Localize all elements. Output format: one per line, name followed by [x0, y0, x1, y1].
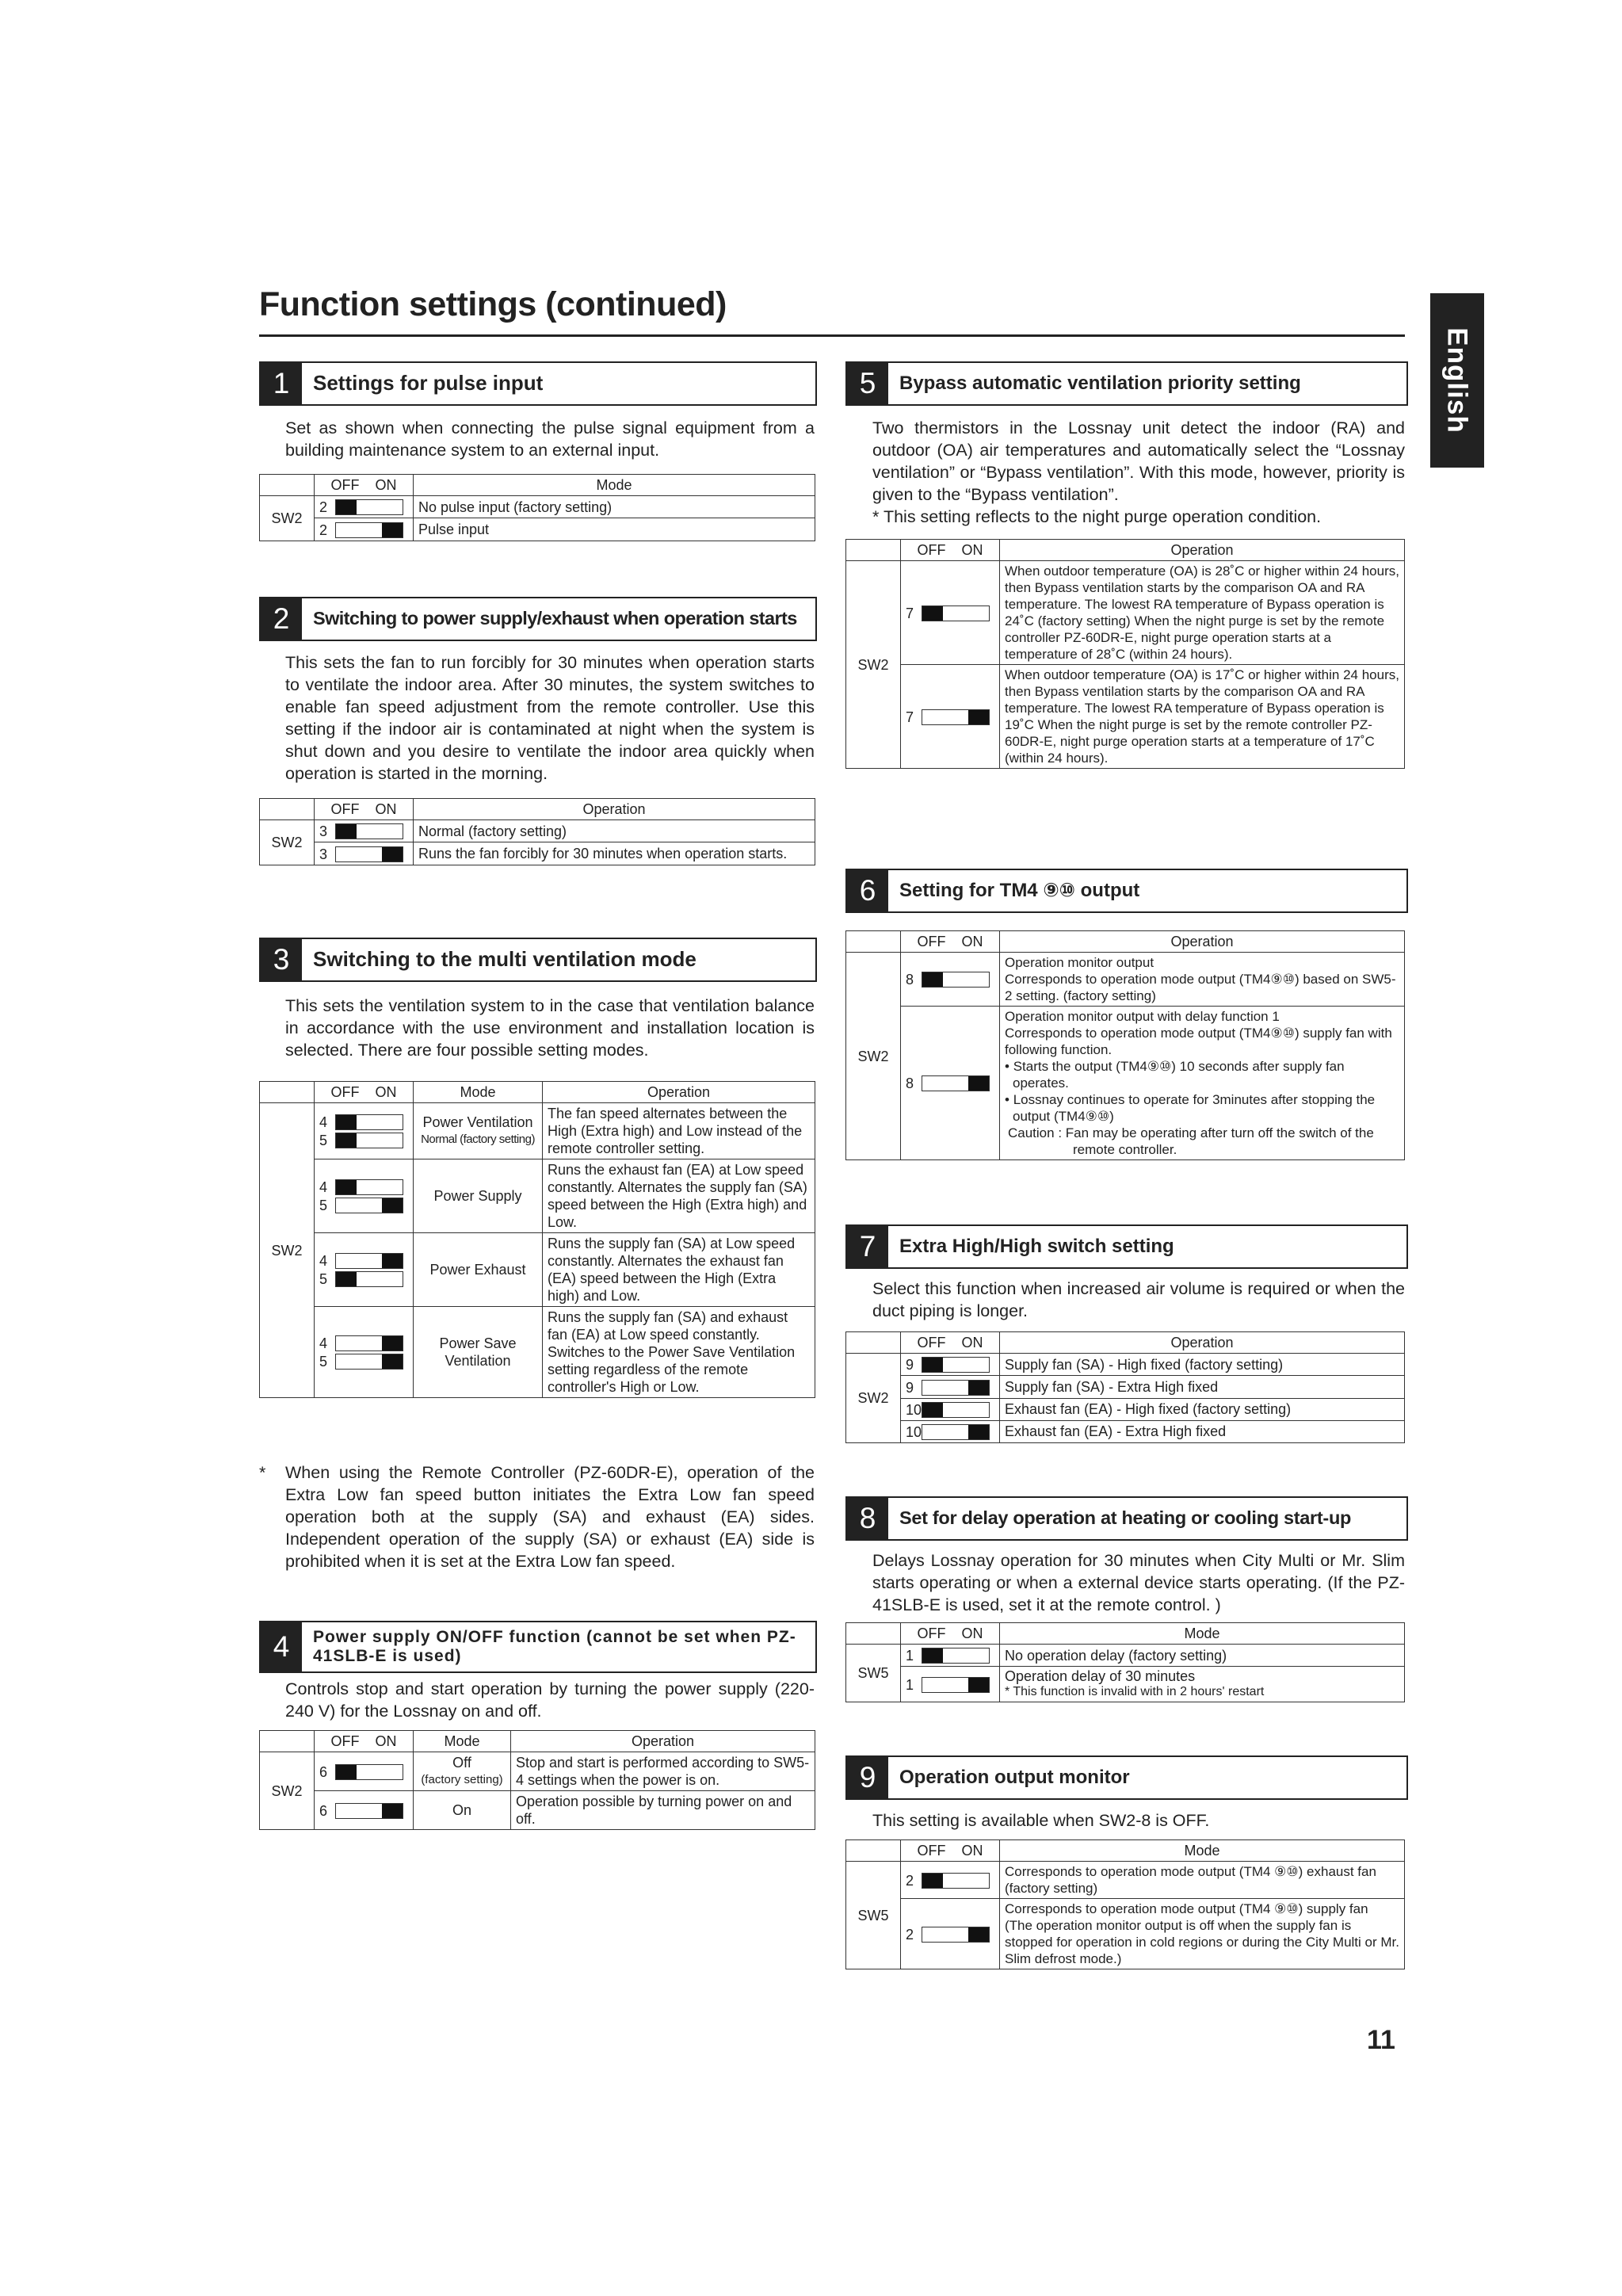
section-3-header: [259, 938, 817, 982]
dip-switch-cell: 7: [901, 561, 1000, 665]
dip-switch-on: [922, 709, 990, 725]
dip-switch-on: [335, 1335, 403, 1351]
switch-column: [846, 1332, 901, 1354]
table-row: [260, 1791, 815, 1830]
table-header: [260, 1731, 815, 1752]
mode-header: Mode: [414, 1082, 543, 1103]
switch-label: SW2: [260, 1103, 315, 1398]
section-5-header: [845, 361, 1408, 406]
mode-header: Mode: [414, 1731, 511, 1752]
switch-column: [846, 931, 901, 953]
dip-switch-cell: 9: [901, 1354, 1000, 1376]
dip-switch-cell: 8: [901, 1007, 1000, 1160]
dip-switch-off: [335, 1179, 403, 1195]
section-3-text: This sets the ventilation system to in the case that ventilation balance in accordance with the use environment and installation location is selected. There are four possible setting modes.: [285, 996, 815, 1060]
operation-cell: Normal (factory setting): [414, 820, 815, 842]
operation-header: Operation: [1000, 931, 1405, 953]
section-title: Set for delay operation at heating or cooling start-up: [899, 1507, 1352, 1529]
dip-switch-cell: 3: [315, 820, 414, 842]
off-on-header: OFF ON: [315, 1731, 414, 1752]
section-5-text: Two thermistors in the Lossnay unit detect the indoor (RA) and outdoor (OA) air temperatures and automatically select the “Lossnay ventilation” or “Bypass ventilation”. With this mode, however, priority is given to the “Bypass ventilation”.: [872, 418, 1405, 504]
section-1-table: [259, 474, 815, 541]
section-4-header: [259, 1621, 817, 1673]
table-row: [846, 1354, 1405, 1376]
section-number: 4: [261, 1622, 302, 1671]
dip-switch-cell: 9: [901, 1376, 1000, 1398]
mode-cell: Corresponds to operation mode output (TM4 ⑨⑩) exhaust fan (factory setting): [1000, 1862, 1405, 1899]
off-on-header: OFF ON: [315, 799, 414, 820]
switch-label: SW2: [846, 953, 901, 1160]
mode-cell: Power Save Ventilation: [414, 1307, 543, 1398]
section-number: 7: [847, 1226, 888, 1267]
off-on-header: OFF ON: [901, 1623, 1000, 1645]
section-number: 5: [847, 363, 888, 404]
dip-switch-cell: 2: [315, 496, 414, 518]
operation-cell: Supply fan (SA) - Extra High fixed: [1000, 1376, 1405, 1398]
dip-switch-off: [922, 1402, 990, 1418]
table-row: [260, 518, 815, 541]
operation-cell: When outdoor temperature (OA) is 17˚C or higher within 24 hours, then Bypass ventilation starts by the comparison OA and RA temperature. The lowest RA temperature of Bypass operation is 19˚C When the night purge is set by the remote controller PZ-60DR-E, night purge operation starts at a temperature of 17˚C (within 24 hours).: [1000, 665, 1405, 769]
section-2-text: This sets the fan to run forcibly for 30 minutes when operation starts to ventilate the indoor area. After 30 minutes, the system switches to enable fan speed adjustment from the remote controller. Use this setting if the indoor air is contaminated at night when the system is shut down and you desire to ventilate the indoor area quickly when operation is started in the morning.: [285, 653, 815, 783]
section-title: Setting for TM4 ⑨⑩ output: [899, 880, 1140, 902]
mode-cell: Operation delay of 30 minutes * This function is invalid with in 2 hours' restart: [1000, 1667, 1405, 1702]
mode-cell: No pulse input (factory setting): [414, 496, 815, 518]
table-row: [260, 842, 815, 865]
dip-switch-cell: 1: [901, 1645, 1000, 1667]
dip-switch-off: [922, 606, 990, 621]
section-title: Power supply ON/OFF function (cannot be set when PZ-41SLB-E is used): [313, 1628, 796, 1665]
dip-switch-cell: 4 5: [315, 1103, 414, 1159]
dip-switch-cell: 1: [901, 1667, 1000, 1702]
table-row: [846, 1398, 1405, 1420]
dip-switch-on: [922, 1677, 990, 1693]
section-title: Switching to power supply/exhaust when operation starts: [313, 608, 797, 629]
dip-switch-cell: 2: [315, 518, 414, 541]
operation-cell: Operation monitor output with delay function 1 Corresponds to operation mode output (TM4⑨⑩) supply fan with following function. • Starts the output (TM4⑨⑩) 10 seconds after supply fan operates. • Lossnay continues to operate for 3minutes after stopping the output (TM4⑨⑩) Caution : Fan may be operating after turn off the switch of the remote controller.: [1000, 1007, 1405, 1160]
dip-switch-off: [335, 823, 403, 839]
operation-cell: Runs the fan forcibly for 30 minutes when operation starts.: [414, 842, 815, 865]
dip-switch-on: [922, 1927, 990, 1943]
dip-switch-cell: 10: [901, 1398, 1000, 1420]
page-number: 11: [1367, 2025, 1395, 2055]
section-7-table: [845, 1331, 1405, 1443]
section-1-header: [259, 361, 817, 406]
dip-switch-on: [922, 1424, 990, 1440]
table-row: [260, 820, 815, 842]
section-6-table: [845, 930, 1405, 1160]
switch-label: SW2: [846, 561, 901, 769]
table-row: [260, 496, 815, 518]
switch-column: [260, 475, 315, 496]
section-9-header: [845, 1755, 1408, 1800]
dip-switch-cell: 4 5: [315, 1233, 414, 1307]
section-2-header: [259, 597, 817, 641]
dip-switch-cell: 2: [901, 1899, 1000, 1969]
section-number: 1: [261, 363, 302, 404]
dip-switch-on: [922, 1380, 990, 1396]
dip-switch-off: [922, 972, 990, 988]
operation-cell: When outdoor temperature (OA) is 28˚C or higher within 24 hours, then Bypass ventilation starts by the comparison OA and RA temperature. The lowest RA temperature of Bypass operation is 24˚C (factory setting) When the night purge is set by the remote controller PZ-60DR-E, night purge operation starts at a temperature of 28˚C (within 24 hours).: [1000, 561, 1405, 665]
mode-header: Mode: [1000, 1840, 1405, 1862]
switch-column: [846, 1840, 901, 1862]
section-8-text: Delays Lossnay operation for 30 minutes when City Multi or Mr. Slim starts operating or when a external device starts operating. (If the PZ-41SLB-E is used, set it at the remote control. ): [872, 1551, 1405, 1614]
mode-cell: Power Supply: [414, 1159, 543, 1233]
off-on-header: OFF ON: [901, 540, 1000, 561]
switch-label: SW5: [846, 1862, 901, 1969]
off-on-header: OFF ON: [901, 931, 1000, 953]
switch-label: SW2: [260, 1752, 315, 1830]
switch-column: [260, 1082, 315, 1103]
mode-cell: Power Ventilation Normal (factory setting): [414, 1103, 543, 1159]
operation-cell: Operation monitor output Corresponds to operation mode output (TM4⑨⑩) based on SW5-2 setting. (factory setting): [1000, 953, 1405, 1007]
dip-switch-cell: 10: [901, 1420, 1000, 1442]
table-row: [846, 665, 1405, 769]
operation-cell: Operation possible by turning power on and off.: [511, 1791, 815, 1830]
table-header: [846, 540, 1405, 561]
switch-column: [846, 540, 901, 561]
section-8-table: [845, 1622, 1405, 1702]
table-row: [846, 1667, 1405, 1702]
table-row: [260, 1307, 815, 1398]
section-title: Settings for pulse input: [313, 371, 544, 395]
table-row: [846, 953, 1405, 1007]
mode-cell: No operation delay (factory setting): [1000, 1645, 1405, 1667]
table-row: [846, 1376, 1405, 1398]
mode-header: Mode: [1000, 1623, 1405, 1645]
mode-header: Mode: [414, 475, 815, 496]
dip-switch-on: [335, 1198, 403, 1213]
language-tab-label: English: [1442, 327, 1473, 434]
language-tab: [1430, 293, 1484, 468]
table-header: [846, 1840, 1405, 1862]
section-2-table: [259, 798, 815, 865]
section-number: 8: [847, 1498, 888, 1539]
mode-cell: Pulse input: [414, 518, 815, 541]
table-row: [260, 1159, 815, 1233]
section-number: 3: [261, 939, 302, 980]
switch-column: [846, 1623, 901, 1645]
operation-cell: Exhaust fan (EA) - Extra High fixed: [1000, 1420, 1405, 1442]
operation-cell: Stop and start is performed according to SW5-4 settings when the power is on.: [511, 1752, 815, 1791]
table-row: [846, 1899, 1405, 1969]
operation-cell: The fan speed alternates between the High (Extra high) and Low instead of the remote controller setting.: [543, 1103, 815, 1159]
section-number: 6: [847, 870, 888, 911]
operation-header: Operation: [1000, 1332, 1405, 1354]
off-on-header: OFF ON: [315, 475, 414, 496]
table-header: [846, 931, 1405, 953]
switch-label: SW5: [846, 1645, 901, 1702]
dip-switch-on: [335, 846, 403, 862]
table-row: [260, 1103, 815, 1159]
section-9-table: [845, 1839, 1405, 1969]
operation-cell: Runs the supply fan (SA) at Low speed constantly. Alternates the exhaust fan (EA) speed between the High (Extra high) and Low.: [543, 1233, 815, 1307]
mode-cell: Corresponds to operation mode output (TM4 ⑨⑩) supply fan (The operation monitor output is off when the supply fan is stopped for operation in cold regions or during the City Multi or Mr. Slim defrost mode.): [1000, 1899, 1405, 1969]
table-row: [846, 1862, 1405, 1899]
footnote-mark: *: [259, 1463, 266, 1482]
dip-switch-cell: 8: [901, 953, 1000, 1007]
section-3-footnote: When using the Remote Controller (PZ-60DR-E), operation of the Extra Low fan speed button initiates the Extra Low fan speed operation both at the supply (SA) and exhaust (EA) sides. Independent operation of the supply (SA) or exhaust (EA) side is prohibited when it is set at the Extra Low fan speed.: [285, 1463, 815, 1571]
dip-switch-cell: 4 5: [315, 1159, 414, 1233]
table-header: [260, 799, 815, 820]
section-title: Operation output monitor: [899, 1767, 1130, 1789]
table-row: [846, 1007, 1405, 1160]
table-header: [260, 475, 815, 496]
dip-switch-off: [335, 499, 403, 515]
table-row: [846, 1420, 1405, 1442]
dip-switch-off: [922, 1648, 990, 1664]
mode-cell: Power Exhaust: [414, 1233, 543, 1307]
section-7-text: Select this function when increased air volume is required or when the duct piping is longer.: [872, 1279, 1405, 1320]
switch-column: [260, 799, 315, 820]
operation-cell: Exhaust fan (EA) - High fixed (factory setting): [1000, 1398, 1405, 1420]
section-6-header: [845, 869, 1408, 913]
mode-cell: On: [414, 1791, 511, 1830]
dip-switch-off: [922, 1357, 990, 1373]
section-4-table: [259, 1730, 815, 1830]
page-title: Function settings (continued): [259, 285, 727, 323]
dip-switch-cell: 2: [901, 1862, 1000, 1899]
table-row: [846, 561, 1405, 665]
dip-switch-cell: 3: [315, 842, 414, 865]
dip-switch-off: [335, 1114, 403, 1130]
switch-column: [260, 1731, 315, 1752]
section-9-text: This setting is available when SW2-8 is OFF.: [872, 1811, 1210, 1830]
dip-switch-off: [335, 1764, 403, 1780]
dip-switch-on: [335, 1253, 403, 1269]
section-title: Switching to the multi ventilation mode: [313, 947, 697, 972]
operation-header: Operation: [543, 1082, 815, 1103]
section-title: Extra High/High switch setting: [899, 1236, 1174, 1258]
section-number: 9: [847, 1757, 888, 1798]
operation-cell: Runs the exhaust fan (EA) at Low speed constantly. Alternates the supply fan (SA) speed between the High (Extra high) and Low.: [543, 1159, 815, 1233]
dip-switch-cell: 4 5: [315, 1307, 414, 1398]
dip-switch-on: [335, 1803, 403, 1819]
section-3-table: [259, 1081, 815, 1398]
operation-cell: Supply fan (SA) - High fixed (factory setting): [1000, 1354, 1405, 1376]
switch-label: SW2: [846, 1354, 901, 1443]
switch-label: SW2: [260, 496, 315, 541]
off-on-header: OFF ON: [315, 1082, 414, 1103]
dip-switch-cell: 7: [901, 665, 1000, 769]
operation-header: Operation: [511, 1731, 815, 1752]
section-7-header: [845, 1224, 1408, 1269]
dip-switch-cell: 6: [315, 1791, 414, 1830]
section-5-note: * This setting reflects to the night purge operation condition.: [872, 507, 1322, 526]
section-title: Bypass automatic ventilation priority setting: [899, 372, 1301, 395]
dip-switch-on: [335, 522, 403, 538]
dip-switch-off: [922, 1873, 990, 1889]
section-number: 2: [261, 598, 302, 640]
table-header: [846, 1332, 1405, 1354]
operation-cell: Runs the supply fan (SA) and exhaust fan (EA) at Low speed constantly. Switches to the Power Save Ventilation setting regardless of the remote controller's High or Low.: [543, 1307, 815, 1398]
off-on-header: OFF ON: [901, 1332, 1000, 1354]
table-header: [846, 1623, 1405, 1645]
section-8-header: [845, 1496, 1408, 1541]
title-rule: [259, 334, 1405, 337]
mode-cell: Off (factory setting): [414, 1752, 511, 1791]
table-row: [260, 1233, 815, 1307]
dip-switch-off: [335, 1271, 403, 1287]
table-row: [846, 1645, 1405, 1667]
dip-switch-on: [335, 1354, 403, 1370]
table-row: [260, 1752, 815, 1791]
section-5-table: [845, 539, 1405, 769]
operation-header: Operation: [1000, 540, 1405, 561]
operation-header: Operation: [414, 799, 815, 820]
dip-switch-cell: 6: [315, 1752, 414, 1791]
dip-switch-off: [335, 1133, 403, 1148]
section-1-text: Set as shown when connecting the pulse signal equipment from a building maintenance system to an external input.: [285, 418, 815, 460]
table-header: [260, 1082, 815, 1103]
off-on-header: OFF ON: [901, 1840, 1000, 1862]
switch-label: SW2: [260, 820, 315, 865]
dip-switch-on: [922, 1075, 990, 1091]
section-4-text: Controls stop and start operation by turning the power supply (220-240 V) for the Lossnay on and off.: [285, 1679, 815, 1721]
